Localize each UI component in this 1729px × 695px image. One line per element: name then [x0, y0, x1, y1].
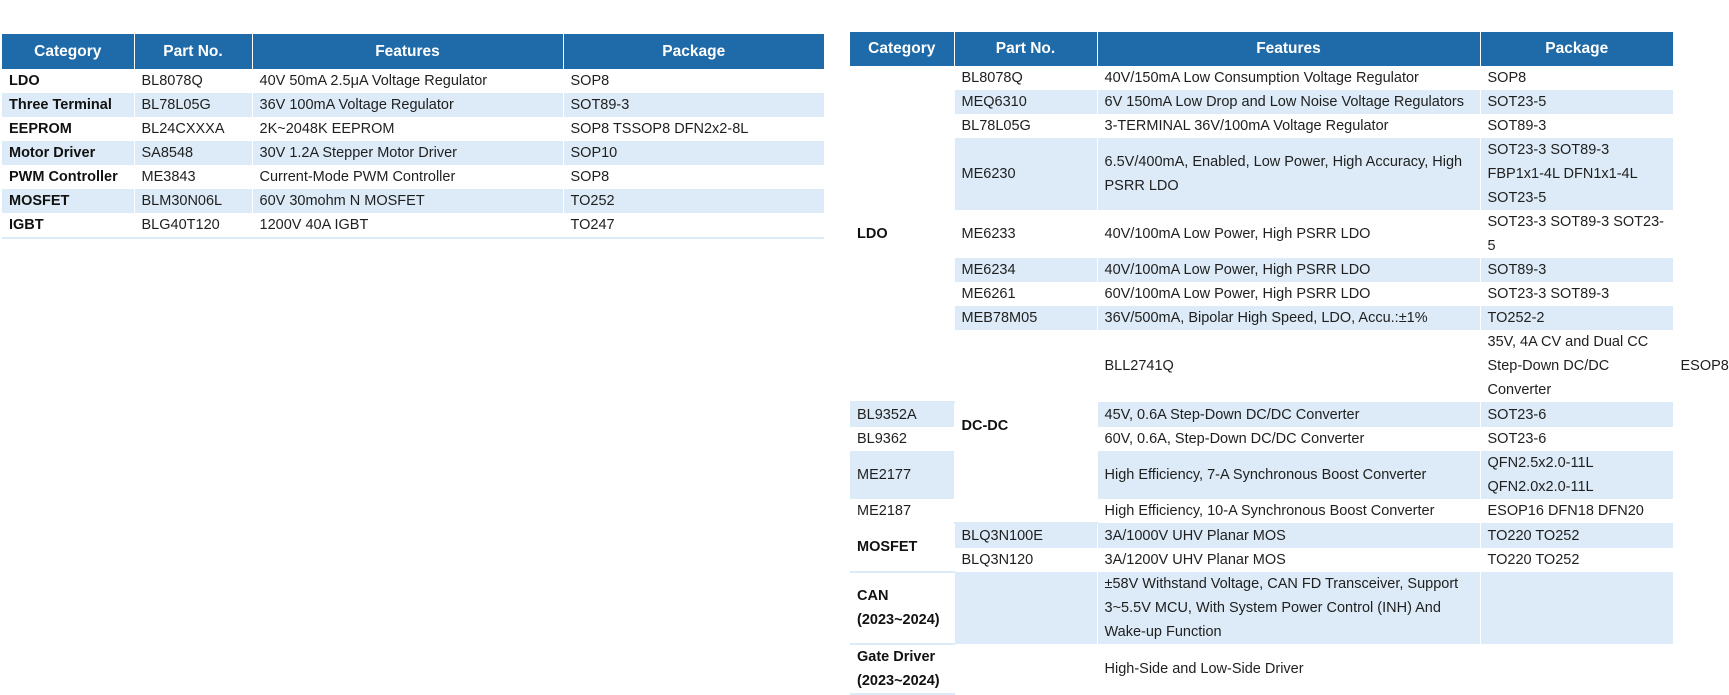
- header-category: Category: [850, 32, 954, 66]
- header-package: Package: [563, 34, 824, 69]
- table-row: [850, 210, 1673, 258]
- part-cell: BL78L05G: [134, 93, 252, 117]
- table-row: [2, 93, 824, 117]
- category-cell: MOSFET: [850, 523, 954, 572]
- table-header-row: [2, 34, 824, 69]
- package-cell: SOP10: [563, 141, 824, 165]
- package-cell: SOP8: [570, 169, 610, 185]
- table-row: [850, 523, 1673, 548]
- category-cell: PWM Controller: [2, 165, 134, 189]
- table-row: DC-DC BLL2741Q 35V, 4A CV and Dual CC Step-Down DC/DC Converter ESOP8: [850, 330, 1673, 402]
- package-cell: SOT89-3: [1487, 118, 1547, 134]
- features-cell: 40V/100mA Low Power, High PSRR LDO: [1097, 210, 1480, 258]
- part-cell: [954, 572, 1097, 644]
- features-cell: 36V 100mA Voltage Regulator: [252, 93, 563, 117]
- header-part-no: Part No.: [954, 32, 1097, 66]
- part-cell: MEQ6310: [954, 90, 1097, 114]
- features-cell: Current-Mode PWM Controller: [252, 165, 563, 189]
- table-row: [2, 141, 824, 165]
- package-cell: SOT23-3 SOT89-3 FBP1x1-4L DFN1x1-4L SOT23-5: [1480, 138, 1673, 210]
- part-cell: BL9362: [850, 427, 954, 451]
- package-cell: TO252: [563, 189, 824, 213]
- features-cell: High-Side and Low-Side Driver: [1097, 644, 1480, 694]
- category-cell: MOSFET: [2, 189, 134, 213]
- category-cell: LDO: [850, 66, 954, 402]
- part-cell: ME3843: [134, 165, 252, 189]
- package-cell: SOT89-3: [563, 93, 824, 117]
- table-row: [850, 548, 1673, 572]
- features-cell: 3-TERMINAL 36V/100mA Voltage Regulator: [1097, 114, 1480, 138]
- features-cell: High Efficiency, 7-A Synchronous Boost Converter: [1097, 451, 1480, 499]
- features-cell: 6V 150mA Low Drop and Low Noise Voltage Regulators: [1097, 90, 1480, 114]
- features-cell: 35V, 4A CV and Dual CC Step-Down DC/DC Converter: [1480, 330, 1673, 402]
- table-row: [850, 114, 1673, 138]
- table-row: [2, 213, 824, 238]
- part-cell: ME2187: [850, 499, 954, 523]
- category-cell: CAN (2023~2024): [850, 572, 954, 644]
- part-cell: BL24CXXXA: [134, 117, 252, 141]
- package-cell: TO252-2: [1480, 306, 1673, 330]
- package-cell: SOT23-6: [1487, 431, 1547, 447]
- features-cell: 60V, 0.6A, Step-Down DC/DC Converter: [1097, 427, 1480, 451]
- part-cell: ME6230: [954, 138, 1097, 210]
- features-cell: 1200V 40A IGBT: [252, 213, 563, 238]
- features-cell: ±58V Withstand Voltage, CAN FD Transceiver, Support 3~5.5V MCU, With System Power Control (INH) And Wake-up Function: [1097, 572, 1480, 644]
- table-row: [850, 644, 1673, 694]
- part-cell: BLG40T120: [134, 213, 252, 238]
- part-cell: BLQ3N120: [954, 548, 1097, 572]
- features-cell: 45V, 0.6A Step-Down DC/DC Converter: [1097, 402, 1480, 427]
- part-cell: BL9352A: [850, 402, 954, 427]
- part-cell: SA8548: [134, 141, 252, 165]
- category-cell: DC-DC: [954, 330, 1097, 523]
- package-cell: [1480, 572, 1673, 644]
- table-row: [850, 282, 1673, 306]
- part-cell: BLQ3N100E: [954, 523, 1097, 548]
- table-row: [850, 306, 1673, 330]
- features-cell: 40V/150mA Low Consumption Voltage Regulator: [1097, 66, 1480, 90]
- features-cell: 2K~2048K EEPROM: [252, 117, 563, 141]
- features-cell: 40V 50mA 2.5μA Voltage Regulator: [252, 69, 563, 93]
- part-cell: BLM30N06L: [134, 189, 252, 213]
- category-cell: Motor Driver: [2, 141, 134, 165]
- header-features: Features: [252, 34, 563, 69]
- header-category: Category: [2, 34, 134, 69]
- part-cell: BL8078Q: [134, 69, 252, 93]
- package-cell: SOT23-3 SOT89-3: [1487, 286, 1610, 302]
- features-cell: 3A/1000V UHV Planar MOS: [1097, 523, 1480, 548]
- features-cell: 36V/500mA, Bipolar High Speed, LDO, Accu.:±1%: [1097, 306, 1480, 330]
- header-package: Package: [1480, 32, 1673, 66]
- category-cell: Gate Driver (2023~2024): [850, 644, 954, 694]
- right-product-table: [850, 32, 1729, 695]
- package-cell: TO220 TO252: [1480, 523, 1673, 548]
- package-cell: SOT89-3: [1480, 258, 1673, 282]
- left-product-table: [2, 34, 824, 239]
- part-cell: ME6261: [954, 282, 1097, 306]
- features-cell: 60V 30mohm N MOSFET: [252, 189, 563, 213]
- package-cell: SOT23-5: [1480, 90, 1673, 114]
- table-row: [850, 572, 1673, 644]
- table-row: [850, 138, 1673, 210]
- part-cell: BL78L05G: [954, 114, 1097, 138]
- package-cell: SOP8: [1487, 70, 1527, 86]
- table-row: [2, 189, 824, 213]
- header-features: Features: [1097, 32, 1480, 66]
- category-cell: EEPROM: [2, 117, 134, 141]
- package-cell: SOT23-6: [1480, 402, 1673, 427]
- part-cell: ME6234: [954, 258, 1097, 282]
- package-cell: SOP8 TSSOP8 DFN2x2-8L: [570, 121, 749, 137]
- features-cell: 30V 1.2A Stepper Motor Driver: [252, 141, 563, 165]
- package-cell: TO247: [563, 213, 824, 238]
- features-cell: 60V/100mA Low Power, High PSRR LDO: [1097, 282, 1480, 306]
- table-row: [850, 258, 1673, 282]
- package-cell: SOT23-3 SOT89-3 SOT23-5: [1487, 214, 1664, 254]
- table-row: [2, 165, 824, 189]
- table-header-row: [850, 32, 1673, 66]
- category-cell: LDO: [2, 69, 134, 93]
- table-row: [850, 90, 1673, 114]
- table-row: [850, 66, 1673, 90]
- features-cell: 40V/100mA Low Power, High PSRR LDO: [1097, 258, 1480, 282]
- part-cell: ME2177: [850, 451, 954, 499]
- part-cell: BLL2741Q: [1097, 330, 1480, 402]
- table-row: [2, 117, 824, 141]
- package-cell: ESOP16 DFN18 DFN20: [1487, 503, 1644, 519]
- part-cell: ME6233: [954, 210, 1097, 258]
- category-cell: Three Terminal: [2, 93, 134, 117]
- table-row: [2, 69, 824, 93]
- features-cell: 6.5V/400mA, Enabled, Low Power, High Accuracy, High PSRR LDO: [1097, 138, 1480, 210]
- package-cell: QFN2.5x2.0-11L QFN2.0x2.0-11L: [1480, 451, 1673, 499]
- part-cell: [954, 644, 1097, 694]
- package-cell: TO220 TO252: [1487, 552, 1580, 568]
- part-cell: MEB78M05: [954, 306, 1097, 330]
- part-cell: BL8078Q: [954, 66, 1097, 90]
- category-cell: IGBT: [2, 213, 134, 238]
- package-cell: SOP8: [570, 73, 610, 89]
- header-part-no: Part No.: [134, 34, 252, 69]
- features-cell: 3A/1200V UHV Planar MOS: [1097, 548, 1480, 572]
- features-cell: High Efficiency, 10-A Synchronous Boost Converter: [1097, 499, 1480, 523]
- package-cell: [1480, 644, 1673, 694]
